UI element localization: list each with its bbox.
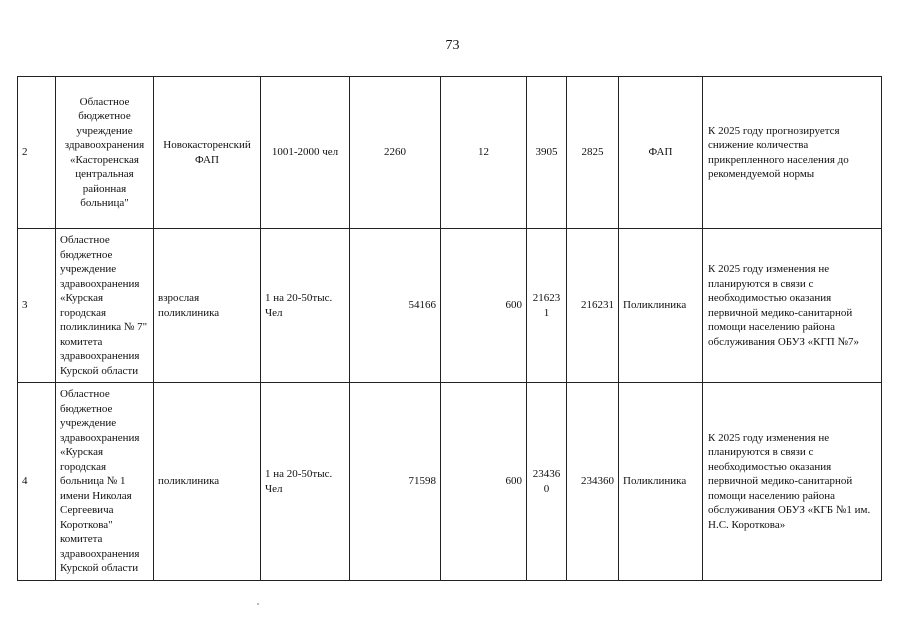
data-table bbox=[17, 76, 882, 581]
unit-name: поликлиника bbox=[154, 383, 261, 581]
row-number: 2 bbox=[18, 77, 56, 229]
facility-type: Поликлиника bbox=[619, 229, 703, 383]
unit-name: Новокасторенский ФАП bbox=[154, 77, 261, 229]
comment-cell: К 2025 году прогнозируется снижение количества прикрепленного населения до рекомендуемой нормы bbox=[703, 77, 882, 229]
value-cell: 71598 bbox=[350, 383, 441, 581]
value-cell: 54166 bbox=[350, 229, 441, 383]
facility-type: Поликлиника bbox=[619, 383, 703, 581]
institution-name: Областное бюджетное учреждение здравоохранения «Курская городская поликлиника № 7" комитета здравоохранения Курской области bbox=[56, 229, 154, 383]
norm-value: 1001-2000 чел bbox=[261, 77, 350, 229]
table-row bbox=[18, 229, 882, 383]
value-cell: 600 bbox=[441, 383, 527, 581]
value-cell: 234360 bbox=[527, 383, 567, 581]
value-cell: 234360 bbox=[567, 383, 619, 581]
norm-value: 1 на 20-50тыс. Чел bbox=[261, 229, 350, 383]
comment-cell: К 2025 году изменения не планируются в связи с необходимостью оказания первичной медико-санитарной помощи населению района обслуживания ОБУЗ «КГП №7» bbox=[703, 229, 882, 383]
norm-value: 1 на 20-50тыс. Чел bbox=[261, 383, 350, 581]
scan-speck bbox=[257, 603, 259, 605]
value-cell: 2825 bbox=[567, 77, 619, 229]
institution-name: Областное бюджетное учреждение здравоохранения «Касторенская центральная районная больница" bbox=[56, 77, 154, 229]
institution-name: Областное бюджетное учреждение здравоохранения «Курская городская больница № 1 имени Николая Сергеевича Короткова" комитета здравоохранения Курской области bbox=[56, 383, 154, 581]
comment-cell: К 2025 году изменения не планируются в связи с необходимостью оказания первичной медико-санитарной помощи населению района обслуживания ОБУЗ «КГБ №1 им. Н.С. Короткова» bbox=[703, 383, 882, 581]
value-cell: 2260 bbox=[350, 77, 441, 229]
value-cell: 600 bbox=[441, 229, 527, 383]
table-row bbox=[18, 77, 882, 229]
value-cell: 3905 bbox=[527, 77, 567, 229]
row-number: 3 bbox=[18, 229, 56, 383]
unit-name: взрослая поликлиника bbox=[154, 229, 261, 383]
facility-type: ФАП bbox=[619, 77, 703, 229]
value-cell: 12 bbox=[441, 77, 527, 229]
value-cell: 216231 bbox=[567, 229, 619, 383]
table-row bbox=[18, 383, 882, 581]
value-cell: 216231 bbox=[527, 229, 567, 383]
row-number: 4 bbox=[18, 383, 56, 581]
page-number: 73 bbox=[445, 38, 460, 53]
